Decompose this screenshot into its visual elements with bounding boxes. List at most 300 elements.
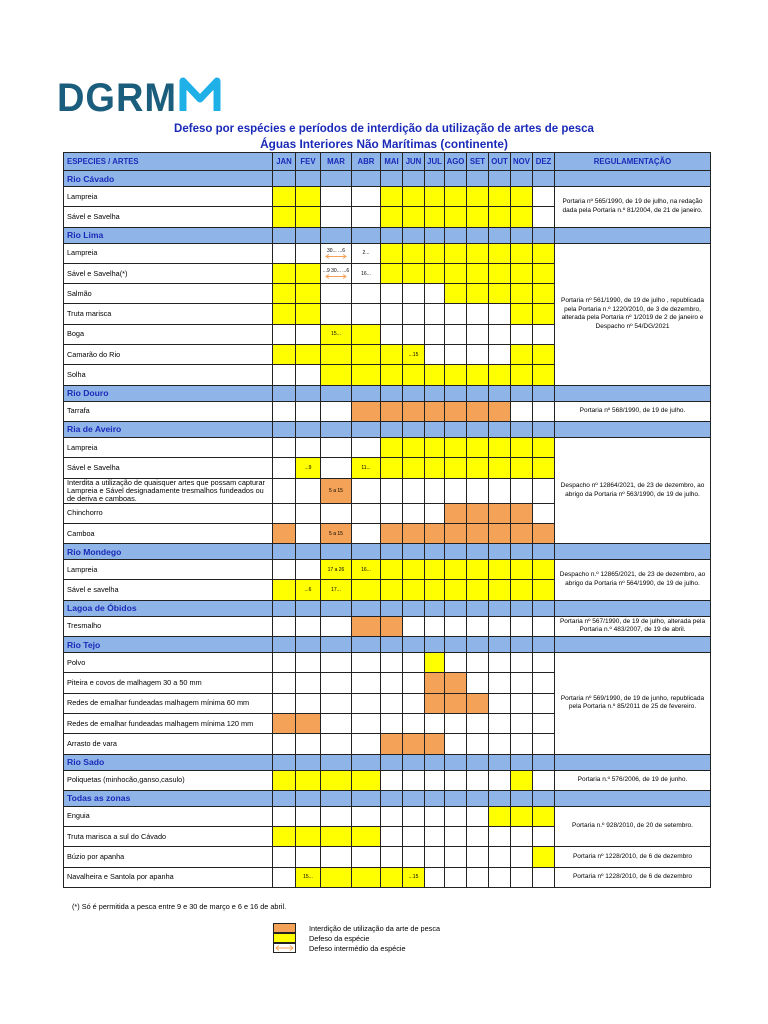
section-fill [555,600,711,616]
month-cell [403,653,425,673]
month-cell [489,734,511,754]
section-fill [555,385,711,401]
month-cell-defeso [381,263,403,283]
section-fill [445,754,467,770]
month-cell-defeso [425,187,445,207]
month-cell [533,653,555,673]
species-name: Tresmalho [64,616,273,636]
section-fill [445,385,467,401]
month-cell [533,734,555,754]
month-cell [321,207,352,227]
month-cell [296,478,321,503]
month-cell [489,324,511,344]
section-fill [555,544,711,560]
section-fill [273,754,296,770]
month-cell [467,345,489,365]
month-cell [321,653,352,673]
month-cell-defeso [467,243,489,263]
section-row [64,637,711,653]
month-cell [381,847,403,867]
species-name: Solha [64,365,273,385]
month-cell-defeso [403,263,425,283]
month-cell [273,616,296,636]
month-cell-defeso [533,458,555,478]
species-name: Camarão do Rio [64,345,273,365]
month-cell-defeso [403,345,425,365]
section-fill [296,421,321,437]
header-month: NOV [511,153,533,171]
month-cell-defeso [445,207,467,227]
species-name: Lampreia [64,437,273,457]
month-cell [321,616,352,636]
month-cell [511,734,533,754]
section-title: Rio Lima [64,227,273,243]
month-cell [425,304,445,324]
regulation-cell: Portaria n.º 928/2010, de 20 de setembro. [555,806,711,847]
month-cell-defeso [467,458,489,478]
month-cell [445,324,467,344]
month-cell [403,827,425,847]
month-cell-defeso [403,437,425,457]
section-fill [352,421,381,437]
section-fill [321,600,352,616]
month-cell-defeso [425,653,445,673]
section-fill [467,637,489,653]
legend-item [273,933,440,943]
table-row [64,653,711,673]
month-cell [381,693,403,713]
month-cell [273,478,296,503]
month-cell-interdicao [533,523,555,543]
section-fill [533,421,555,437]
month-cell-defeso [296,207,321,227]
month-cell-defeso [467,365,489,385]
month-cell [533,478,555,503]
month-cell-interdicao [381,523,403,543]
month-cell [273,806,296,826]
month-cell [445,713,467,733]
month-cell-defeso [296,867,321,887]
table-row [64,806,711,826]
legend-swatch-defeso [273,933,296,943]
month-cell-interdicao [296,713,321,733]
section-fill [273,600,296,616]
section-fill [489,544,511,560]
month-cell-defeso [511,263,533,283]
month-cell-defeso [445,437,467,457]
month-cell-defeso [425,263,445,283]
section-fill [296,385,321,401]
month-cell-defeso [533,847,555,867]
section-fill [403,600,425,616]
species-name: Truta marisca [64,304,273,324]
section-title: Rio Sado [64,754,273,770]
header-month: DEZ [533,153,555,171]
month-cell [467,478,489,503]
section-fill [352,637,381,653]
month-cell [489,713,511,733]
cell-note: 2... [362,250,370,257]
month-cell [273,673,296,693]
month-cell [321,437,352,457]
month-cell [489,867,511,887]
section-fill [467,754,489,770]
month-cell [296,503,321,523]
month-cell [352,673,381,693]
section-fill [403,227,425,243]
month-cell-defeso [273,345,296,365]
month-cell-defeso [533,263,555,283]
section-fill [352,227,381,243]
month-cell-defeso [321,345,352,365]
section-title: Rio Cávado [64,171,273,187]
month-cell [381,478,403,503]
species-name: Truta marisca a sul do Cávado [64,827,273,847]
month-cell-defeso [321,770,352,790]
month-cell [489,653,511,673]
month-cell [511,867,533,887]
section-fill [273,544,296,560]
month-cell-defeso [381,187,403,207]
regulation-cell: Portaria nº 568/1990, de 19 de julho. [555,401,711,421]
month-cell-defeso [273,827,296,847]
month-cell [425,867,445,887]
section-fill [352,171,381,187]
month-cell [403,503,425,523]
month-cell [445,806,467,826]
month-cell [467,806,489,826]
month-cell-interdicao [352,616,381,636]
month-cell [489,770,511,790]
section-fill [425,544,445,560]
month-cell-defeso [533,284,555,304]
intermediate-arrow-icon [325,254,347,259]
month-cell-interdicao [425,693,445,713]
section-fill [425,171,445,187]
section-fill [321,171,352,187]
month-cell [352,693,381,713]
month-cell-interdicao [445,693,467,713]
month-cell [511,478,533,503]
species-name: Piteira e covos de malhagem 30 a 50 mm [64,673,273,693]
month-cell [321,304,352,324]
section-fill [533,171,555,187]
month-cell-defeso [403,560,425,580]
month-cell [489,847,511,867]
section-fill [445,171,467,187]
month-cell-defeso [273,187,296,207]
month-cell [381,304,403,324]
month-cell-interdicao [273,523,296,543]
month-cell-interdicao [467,693,489,713]
month-cell [321,243,352,263]
month-cell [425,616,445,636]
month-cell-defeso [511,243,533,263]
month-cell [467,847,489,867]
species-name: Camboa [64,523,273,543]
cell-note: ...6 [304,587,312,594]
section-fill [555,754,711,770]
header-month: SET [467,153,489,171]
month-cell-interdicao [425,523,445,543]
legend-swatch-interdicao [273,923,296,933]
month-cell-defeso [489,580,511,600]
month-cell-defeso [296,345,321,365]
section-row [64,600,711,616]
month-cell [511,324,533,344]
month-cell [403,806,425,826]
section-row [64,544,711,560]
section-fill [403,754,425,770]
month-cell-defeso [403,187,425,207]
month-cell-defeso [381,458,403,478]
section-fill [511,600,533,616]
title-line-2: Águas Interiores Não Marítimas (continente) [260,137,508,151]
month-cell-interdicao [352,401,381,421]
month-cell-defeso [489,458,511,478]
month-cell [445,734,467,754]
section-fill [425,385,445,401]
table-row [64,401,711,421]
month-cell-defeso [403,580,425,600]
month-cell [321,847,352,867]
month-cell [296,243,321,263]
section-fill [445,637,467,653]
section-fill [467,227,489,243]
regulation-cell: Portaria nº 569/1990, de 19 de junho, republicada pela Portaria n.º 85/2011 de 25 de fevereiro. [555,653,711,754]
month-cell [533,673,555,693]
section-fill [467,421,489,437]
month-cell-defeso [445,580,467,600]
month-cell [467,324,489,344]
month-cell [511,673,533,693]
section-fill [445,227,467,243]
section-fill [555,227,711,243]
month-cell [321,503,352,523]
species-name: Interdita a utilização de quaisquer artes que possam capturar Lampreia e Sável designadamente tresmalhos fundeados ou de deriva e camboas. [64,478,273,503]
month-cell-defeso [425,437,445,457]
month-cell [445,653,467,673]
cell-note: ...15 [408,874,419,881]
section-fill [296,171,321,187]
month-cell-defeso [489,437,511,457]
cell-note: ...9 30... ...6 [322,268,350,275]
month-cell [533,616,555,636]
month-cell-defeso [467,580,489,600]
month-cell-defeso [321,867,352,887]
month-cell-defeso [511,345,533,365]
month-cell-defeso [403,867,425,887]
month-cell-defeso [381,580,403,600]
month-cell-defeso [273,207,296,227]
section-fill [381,385,403,401]
species-name: Arrasto de vara [64,734,273,754]
month-cell-defeso [489,806,511,826]
month-cell [352,653,381,673]
month-cell-defeso [511,560,533,580]
month-cell [533,827,555,847]
month-cell-interdicao [425,401,445,421]
section-fill [381,637,403,653]
month-cell-defeso [445,458,467,478]
month-cell [403,673,425,693]
regulation-cell: Portaria nº 561/1990, de 19 de julho , republicada pela Portaria n.º 1220/2010, de 3 de dezembro, alterada pela Portaria nº 1/2019 de 2 de janeiro e Despacho nº 54/DG/2021 [555,243,711,385]
section-fill [273,421,296,437]
month-cell [467,304,489,324]
month-cell [273,401,296,421]
section-fill [489,637,511,653]
section-fill [273,790,296,806]
species-name: Tarrafa [64,401,273,421]
month-cell [533,324,555,344]
section-row [64,171,711,187]
month-cell-defeso [533,560,555,580]
month-cell [352,478,381,503]
month-cell-defeso [381,365,403,385]
month-cell [511,616,533,636]
month-cell [381,713,403,733]
month-cell-defeso [381,207,403,227]
month-cell-defeso [533,243,555,263]
section-fill [445,600,467,616]
section-fill [403,637,425,653]
section-fill [511,637,533,653]
species-name: Navalheira e Santola por apanha [64,867,273,887]
month-cell [403,847,425,867]
section-title: Ria de Aveiro [64,421,273,437]
month-cell [352,437,381,457]
month-cell [533,187,555,207]
month-cell [533,503,555,523]
month-cell [425,806,445,826]
section-fill [381,790,403,806]
section-fill [296,600,321,616]
month-cell [296,560,321,580]
month-cell [511,847,533,867]
table-row [64,437,711,457]
section-fill [352,385,381,401]
regulation-cell: Portaria nº 1228/2010, de 6 de dezembro [555,867,711,887]
month-cell [467,616,489,636]
month-cell-defeso [425,580,445,600]
cell-note: 5 a 15 [329,530,343,537]
cell-note: 17... [331,587,341,594]
month-cell-interdicao [467,503,489,523]
month-cell [533,713,555,733]
section-fill [321,544,352,560]
section-title: Lagoa de Óbidos [64,600,273,616]
month-cell-defeso [381,437,403,457]
month-cell-defeso [489,207,511,227]
month-cell-interdicao [511,503,533,523]
header-month: OUT [489,153,511,171]
month-cell [511,713,533,733]
month-cell-defeso [273,304,296,324]
month-cell [445,616,467,636]
species-name: Sável e Savelha(*) [64,263,273,283]
section-fill [445,544,467,560]
species-name: Lampreia [64,187,273,207]
section-fill [273,171,296,187]
section-fill [425,600,445,616]
month-cell [403,284,425,304]
month-cell [425,345,445,365]
header-month: ABR [352,153,381,171]
section-fill [296,227,321,243]
month-cell-defeso [511,458,533,478]
month-cell-defeso [352,365,381,385]
month-cell [511,401,533,421]
section-fill [511,754,533,770]
section-fill [511,421,533,437]
section-fill [489,227,511,243]
month-cell [467,734,489,754]
header-month: MAI [381,153,403,171]
month-cell-defeso [381,560,403,580]
month-cell [533,770,555,790]
month-cell [403,324,425,344]
species-name: Enguia [64,806,273,826]
month-cell-defeso [489,263,511,283]
month-cell-interdicao [445,673,467,693]
month-cell-interdicao [489,401,511,421]
section-fill [511,171,533,187]
section-title: Rio Tejo [64,637,273,653]
species-name: Redes de emalhar fundeadas malhagem mínima 60 mm [64,693,273,713]
month-cell [381,770,403,790]
month-cell-defeso [511,187,533,207]
month-cell [425,847,445,867]
month-cell-defeso [321,827,352,847]
month-cell [352,503,381,523]
cell-note: 17 a 26 [327,566,345,573]
month-cell [425,827,445,847]
month-cell-defeso [403,458,425,478]
month-cell-defeso [511,284,533,304]
month-cell [273,365,296,385]
month-cell [352,806,381,826]
month-cell [467,713,489,733]
logo-text: DGRM [57,77,177,115]
section-fill [445,421,467,437]
species-name: Lampreia [64,243,273,263]
table-row [64,560,711,580]
month-cell [296,847,321,867]
month-cell-defeso [381,243,403,263]
month-cell-interdicao [381,616,403,636]
month-cell [296,653,321,673]
month-cell-defeso [352,580,381,600]
month-cell-interdicao [467,523,489,543]
section-fill [511,227,533,243]
section-fill [425,421,445,437]
double-arrow-icon [275,945,294,951]
month-cell-defeso [533,345,555,365]
month-cell [445,867,467,887]
month-cell-defeso [533,580,555,600]
month-cell [403,713,425,733]
section-fill [511,544,533,560]
table-row [64,187,711,207]
legend-label: Interdição de utilização da arte de pesca [309,923,441,933]
month-cell-defeso [381,345,403,365]
month-cell [296,673,321,693]
section-fill [403,385,425,401]
closure-table [63,152,711,888]
legend-item [273,923,440,933]
section-fill [489,790,511,806]
month-cell-defeso [425,207,445,227]
